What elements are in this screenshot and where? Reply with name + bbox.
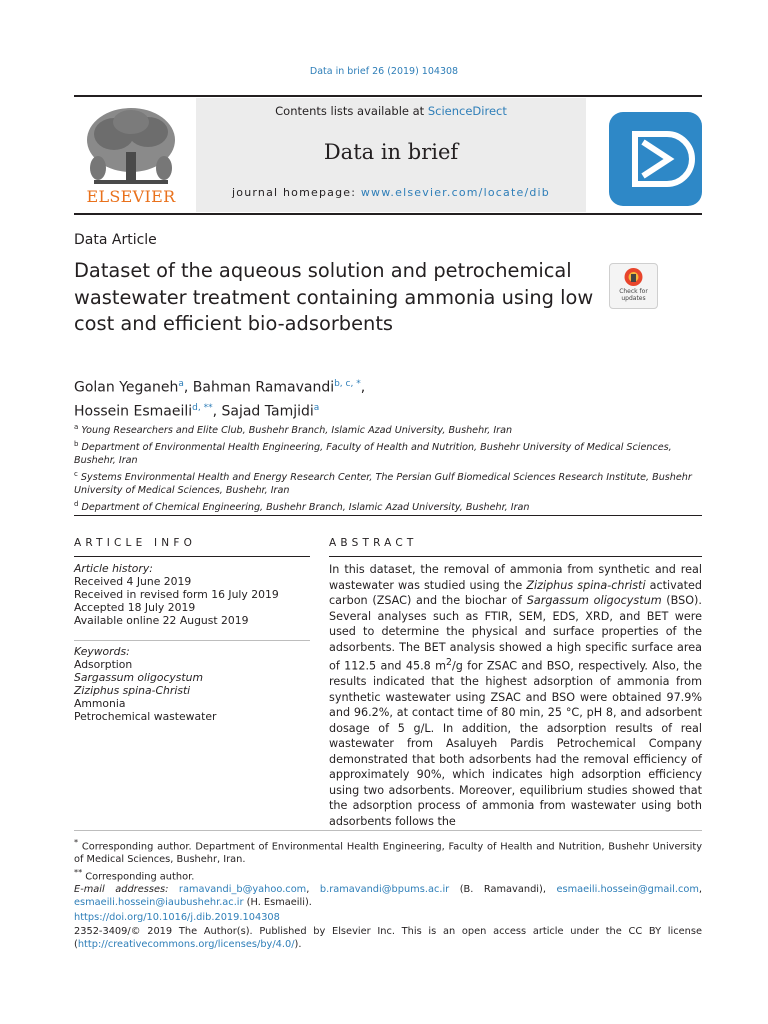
history-label: Article history: [74,562,153,575]
email-link[interactable]: esmaeili.hossein@iaubushehr.ac.ir [74,896,244,908]
history-item: Received 4 June 2019 [74,575,192,588]
footnote-rule [74,830,702,831]
author-list [74,374,594,421]
author-sep: , [360,379,366,396]
check-updates-label: Check for updates [619,288,648,302]
article-history [74,562,310,627]
keywords-label: Keywords: [74,645,130,658]
author-marks[interactable]: b, c, * [334,379,361,389]
footnotes [74,836,702,910]
sciencedirect-link[interactable]: ScienceDirect [427,104,507,118]
affiliation-item: $^c$ Systems Environmental Health and Energy Research Center, The Persian Gulf Biomedical Sciences Research Institute, Bushehr University of Medical Sciences, Bushehr, Iran [74,469,692,496]
article-info-heading: ARTICLE INFO [74,537,197,549]
history-rule [74,640,310,641]
doi-link[interactable]: https://doi.org/10.1016/j.dib.2019.104308 [74,912,280,923]
author-name[interactable]: Bahman Ramavandi [192,379,335,396]
homepage-prefix: journal homepage: [232,186,361,199]
contents-line [196,104,586,118]
author-name[interactable]: Hossein Esmaeili [74,403,193,420]
author-marks[interactable]: a [178,379,184,389]
corresponding-author-1: * Corresponding author. Department of Environmental Health Engineering, Faculty of Health and Nutrition, Bushehr University of Medical Sciences, Bushehr, Iran. [74,837,702,865]
homepage-link[interactable]: www.elsevier.com/locate/dib [360,186,550,199]
author-marks[interactable]: d, ** [192,402,213,413]
header-top-rule [74,95,702,97]
license-link[interactable]: http://creativecommons.org/licenses/by/4.0/ [77,938,295,950]
publisher-name: ELSEVIER [86,187,176,206]
history-item: Available online 22 August 2019 [74,614,249,627]
journal-reference[interactable]: Data in brief 26 (2019) 104308 [309,66,459,77]
author-sep: , [183,379,193,396]
check-updates-icon [610,264,657,288]
data-in-brief-logo-icon [609,112,702,206]
affiliation-item: $^d$ Department of Chemical Engineering, Bushehr Branch, Islamic Azad University, Bushehr, Iran [74,499,530,513]
abstract-text: In this dataset, the removal of ammonia from synthetic and real wastewater was studied using the Ziziphus spina-christi activated carbon (ZSAC) and the biochar of Sargassum oligocystum (BSO). Several analyses such as FTIR, SEM, EDS, XRD, and BET were used to determine the physical and surface properties of the adsorbents. The BET analysis showed a high specific surface area of 112.5 and 45.8 $m^2/g$ for ZSAC and BSO, respectively. Also, the results indicated that the highest adsorption of ammonia from synthetic wastewater using ZSAC and BSO were obtained 97.9% and 96.2%, at contact time of 80 min, 25 °C, pH 8, and adsorbent dosage of 5 g/L. In addition, the adsorption results of real wastewater from Asaluyeh Pardis Petrochemical Company demonstrated that both adsorbents had the removal efficiency of approximately 90%, which indicates high adsorption efficiency using two adsorbents. Moreover, equilibrium studies showed that the adsorption process of ammonia from wastewater using both adsorbents follows the [329,563,702,828]
keyword-item: Ammonia [74,697,126,710]
keyword-item: Adsorption [74,658,133,671]
corresponding-author-2: ** Corresponding author. [74,867,195,883]
history-item: Accepted 18 July 2019 [74,601,196,614]
article-type: Data Article [74,232,157,248]
abstract-rule [329,556,702,557]
email-link[interactable]: esmaeili.hossein@gmail.com [556,884,699,896]
article-title: Dataset of the aqueous solution and petrochemical wastewater treatment containing ammonia using low cost and efficient bio-adsorbents [74,259,594,335]
journal-title: Data in brief [323,140,459,164]
keyword-item: Petrochemical wastewater [74,710,217,723]
email-addresses: E-mail addresses: ramavandi_b@yahoo.com, b.ramavandi@bpums.ac.ir (B. Ramavandi), esmaeili.hossein@gmail.com, esmaeili.hossein@iaubushehr.ac.ir (H. Esmaeili). [74,884,702,908]
affiliation-item: $^b$ Department of Environmental Health Engineering, Faculty of Health and Nutrition, Bushehr University of Medical Sciences, Bushehr, Iran [74,439,672,466]
header-bottom-rule [74,213,702,215]
author-name[interactable]: Golan Yeganeh [74,379,179,396]
keywords [74,645,310,723]
email-link[interactable]: b.ramavandi@bpums.ac.ir [319,884,450,896]
abstract-heading: ABSTRACT [329,537,418,549]
author-sep: , [212,403,222,420]
license-text: 2352-3409/© 2019 The Author(s). Published by Elsevier Inc. This is an open access article under the CC BY license (http://creativecommons.org/licenses/by/4.0/). [74,926,702,950]
keyword-item: Sargassum oligocystum [74,671,204,684]
check-for-updates-badge[interactable] [609,263,658,309]
affiliations [74,421,702,515]
section-separator [74,515,702,516]
article-info-rule [74,556,310,557]
author-marks[interactable]: a [313,402,320,413]
keyword-item: Ziziphus spina-Christi [74,684,191,697]
author-name[interactable]: Sajad Tamjidi [221,403,314,420]
affiliation-item: $^a$ Young Researchers and Elite Club, Bushehr Branch, Islamic Azad University, Bushehr, Iran [74,423,513,437]
history-item: Received in revised form 16 July 2019 [74,588,279,601]
journal-cover-icon [609,112,702,206]
homepage-line [196,186,586,199]
contents-prefix: Contents lists available at [275,104,428,118]
email-link[interactable]: ramavandi_b@yahoo.com [178,884,307,896]
